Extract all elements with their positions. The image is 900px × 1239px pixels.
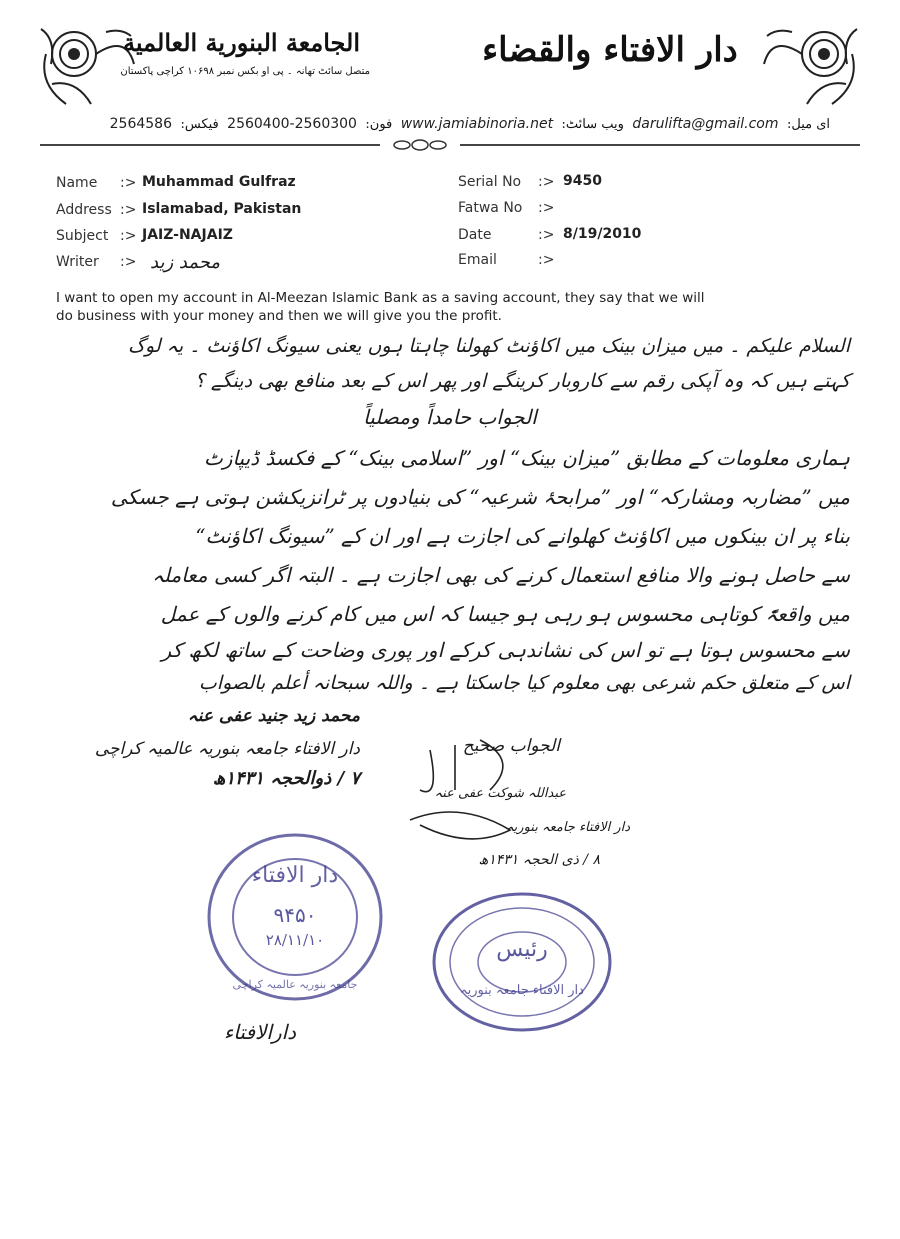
- serial-label: Serial No: [458, 174, 522, 190]
- answer-line: سے محسوس ہوتا ہے تو اس کی نشاندہی کرکے اور پوری وضاحت کے ساتھ لکھ کر: [161, 638, 850, 662]
- fatwa-label: Fatwa No: [458, 200, 523, 216]
- stamp-left-date: ۲۸/۱۱/۱۰: [265, 931, 325, 949]
- stamp-left-title: دار الافتاء: [251, 863, 339, 888]
- department-title: دار الافتاء والقضاء: [482, 30, 738, 70]
- signature-left-date: ۷ / ذوالحجہ ۱۴۳۱ھ: [212, 768, 360, 789]
- question-urdu-line-2: کہتے ہیں کہ وہ آپکی رقم سے کاروبار کرینگے اور پھر اس کے بعد منافع بھی دینگے ؟: [194, 370, 850, 392]
- web-label: ویب سائٹ:: [561, 117, 624, 132]
- stamp-left: [205, 830, 385, 1005]
- ornament-right-icon: [762, 24, 862, 114]
- signature-right-name: عبداللہ شوکت عفی عنہ: [434, 786, 566, 801]
- answer-line: میں ”مضاربہ ومشارکہ“ اور ”مرابحۂ شرعیہ“ کی بنیادوں پر ٹرانزیکشن ہوتی ہے جسکی: [110, 485, 850, 509]
- fatwa-separator: :>: [538, 200, 555, 216]
- contact-phone: 2560300-2560400: [227, 116, 357, 132]
- email-label: ای میل:: [786, 117, 830, 132]
- stamp-left-ring: جامعہ بنوریہ عالمیہ کراچی: [232, 978, 358, 991]
- signature-right-date: ۸ / ذی الحجہ ۱۴۳۱ھ: [478, 852, 600, 868]
- name-value: Muhammad Gulfraz: [142, 174, 296, 190]
- stamp-right: [430, 890, 615, 1035]
- address-value: Islamabad, Pakistan: [142, 201, 302, 217]
- question-urdu-line-1: السلام علیکم ۔ میں میزان بینک میں اکاؤنٹ کھولنا چاہتا ہوں یعنی سیونگ اکاؤنٹ ۔ یہ لوگ: [128, 335, 850, 357]
- date-value: 8/19/2010: [563, 226, 642, 242]
- answer-line: ہماری معلومات کے مطابق ”میزان بینک“ اور ”اسلامی بینک“ کے فکسڈ ڈیپازٹ: [203, 446, 850, 470]
- question-english-line-1: I want to open my account in Al-Meezan Islamic Bank as a saving account, they say that we will: [56, 290, 705, 306]
- institution-name: الجامعة البنورية العالمية: [123, 28, 360, 57]
- answer-line: بناء پر ان بینکوں میں اکاؤنٹ کھلوانے کی اجازت ہے اور ان کے ”سیونگ اکاؤنٹ“: [195, 524, 850, 548]
- contact-website: www.jamiabinoria.net: [400, 116, 554, 132]
- answer-line: سے حاصل ہونے والا منافع استعمال کرنے کی بھی اجازت ہے ۔ البتہ اگر کسی معاملہ: [152, 563, 850, 587]
- institution-address: متصل سائٹ تھانہ ۔ پی او بکس نمبر ۱۰۶۹۸ کراچی پاکستان: [120, 66, 370, 77]
- address-label: Address: [56, 202, 112, 218]
- name-label: Name: [56, 175, 98, 191]
- stamp-right-title: رئیس: [496, 937, 548, 962]
- answer-heading: الجواب حامداً ومصلیاً: [363, 405, 537, 429]
- bottom-initials: دارالافتاء: [223, 1020, 297, 1044]
- serial-value: 9450: [563, 173, 602, 189]
- date-label: Date: [458, 227, 492, 243]
- writer-separator: :>: [120, 254, 137, 270]
- signature-right-institution: دار الافتاء جامعہ بنوریہ: [506, 820, 630, 835]
- subject-separator: :>: [120, 228, 137, 244]
- contact-email: darulifta@gmail.com: [632, 116, 779, 132]
- signature-left-institution: دار الافتاء جامعہ بنوریہ عالمیہ کراچی: [94, 739, 360, 759]
- contact-fax: 2564586: [109, 116, 172, 132]
- stamp-left-number: ۹۴۵۰: [273, 903, 317, 927]
- email-label-field: Email: [458, 252, 497, 268]
- fax-label: فیکس:: [180, 117, 219, 132]
- writer-label: Writer: [56, 254, 99, 270]
- subject-value: JAIZ-NAJAIZ: [142, 227, 233, 243]
- subject-label: Subject: [56, 228, 109, 244]
- serial-separator: :>: [538, 174, 555, 190]
- phone-label: فون:: [365, 117, 393, 132]
- answer-line: اس کے متعلق حکم شرعی بھی معلوم کیا جاسکتا ہے ۔ واللہ سبحانہ أعلم بالصواب: [198, 672, 850, 694]
- name-separator: :>: [120, 175, 137, 191]
- email-separator: :>: [538, 252, 555, 268]
- answer-line: میں واقعۃً کوتاہی محسوس ہو رہی ہو جیسا کہ اس میں کام کرنے والوں کے عمل: [160, 602, 850, 626]
- question-english-line-2: do business with your money and then we will give you the profit.: [56, 308, 502, 324]
- writer-value: محمد زید: [150, 252, 220, 273]
- divider-ornament-icon: [380, 136, 460, 154]
- signature-right-approval: الجواب صحیح: [462, 736, 560, 756]
- signature-left-name: محمد زید جنید عفی عنہ: [187, 706, 360, 726]
- contact-line: [60, 116, 830, 138]
- stamp-right-ring: دار الافتاء جامعہ بنوریہ: [460, 983, 584, 998]
- date-separator: :>: [538, 227, 555, 243]
- address-separator: :>: [120, 202, 137, 218]
